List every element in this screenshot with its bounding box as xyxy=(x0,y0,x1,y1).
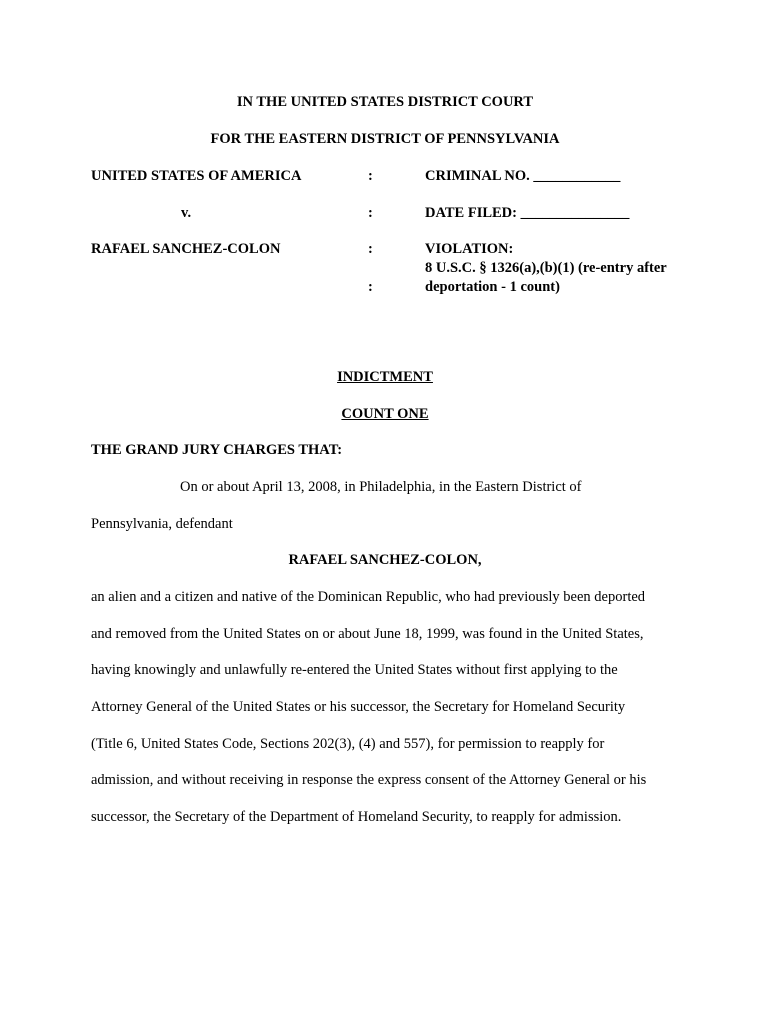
intro-line: On or about April 13, 2008, in Philadelphia, in the Eastern District of xyxy=(180,479,582,495)
violation-statute: 8 U.S.C. § 1326(a),(b)(1) (re-entry after xyxy=(425,260,667,276)
caption-colon: : xyxy=(368,279,373,295)
plaintiff-name: UNITED STATES OF AMERICA xyxy=(91,168,302,184)
body-line: successor, the Secretary of the Department of Homeland Security, to reapply for admission. xyxy=(91,809,622,825)
caption-colon: : xyxy=(368,205,373,221)
body-line: an alien and a citizen and native of the Dominican Republic, who had previously been deported xyxy=(91,589,646,605)
date-filed: DATE FILED: _______________ xyxy=(425,205,630,221)
court-district: FOR THE EASTERN DISTRICT OF PENNSYLVANIA xyxy=(210,131,560,147)
defendant-name-body: RAFAEL SANCHEZ-COLON, xyxy=(288,552,482,568)
body-line: Attorney General of the United States or his successor, the Secretary for Homeland Security xyxy=(91,699,626,715)
violation-label: VIOLATION: xyxy=(425,241,514,257)
intro-line: Pennsylvania, defendant xyxy=(91,516,233,532)
body-line: (Title 6, United States Code, Sections 202(3), (4) and 557), for permission to reapply for xyxy=(91,736,605,752)
grand-jury-heading: THE GRAND JURY CHARGES THAT: xyxy=(91,442,343,458)
versus-label: v. xyxy=(181,205,192,221)
violation-description: deportation - 1 count) xyxy=(425,279,560,295)
count-one-heading: COUNT ONE xyxy=(341,406,429,422)
criminal-number: CRIMINAL NO. ____________ xyxy=(425,168,621,184)
defendant-name: RAFAEL SANCHEZ-COLON xyxy=(91,241,281,257)
caption-colon: : xyxy=(368,241,373,257)
body-line: admission, and without receiving in response the express consent of the Attorney General or his xyxy=(91,772,647,788)
body-line: and removed from the United States on or about June 18, 1999, was found in the United States, xyxy=(91,626,644,642)
caption-colon: : xyxy=(368,168,373,184)
indictment-heading: INDICTMENT xyxy=(337,369,433,385)
body-line: having knowingly and unlawfully re-entered the United States without first applying to the xyxy=(91,662,618,678)
court-name: IN THE UNITED STATES DISTRICT COURT xyxy=(236,94,534,110)
